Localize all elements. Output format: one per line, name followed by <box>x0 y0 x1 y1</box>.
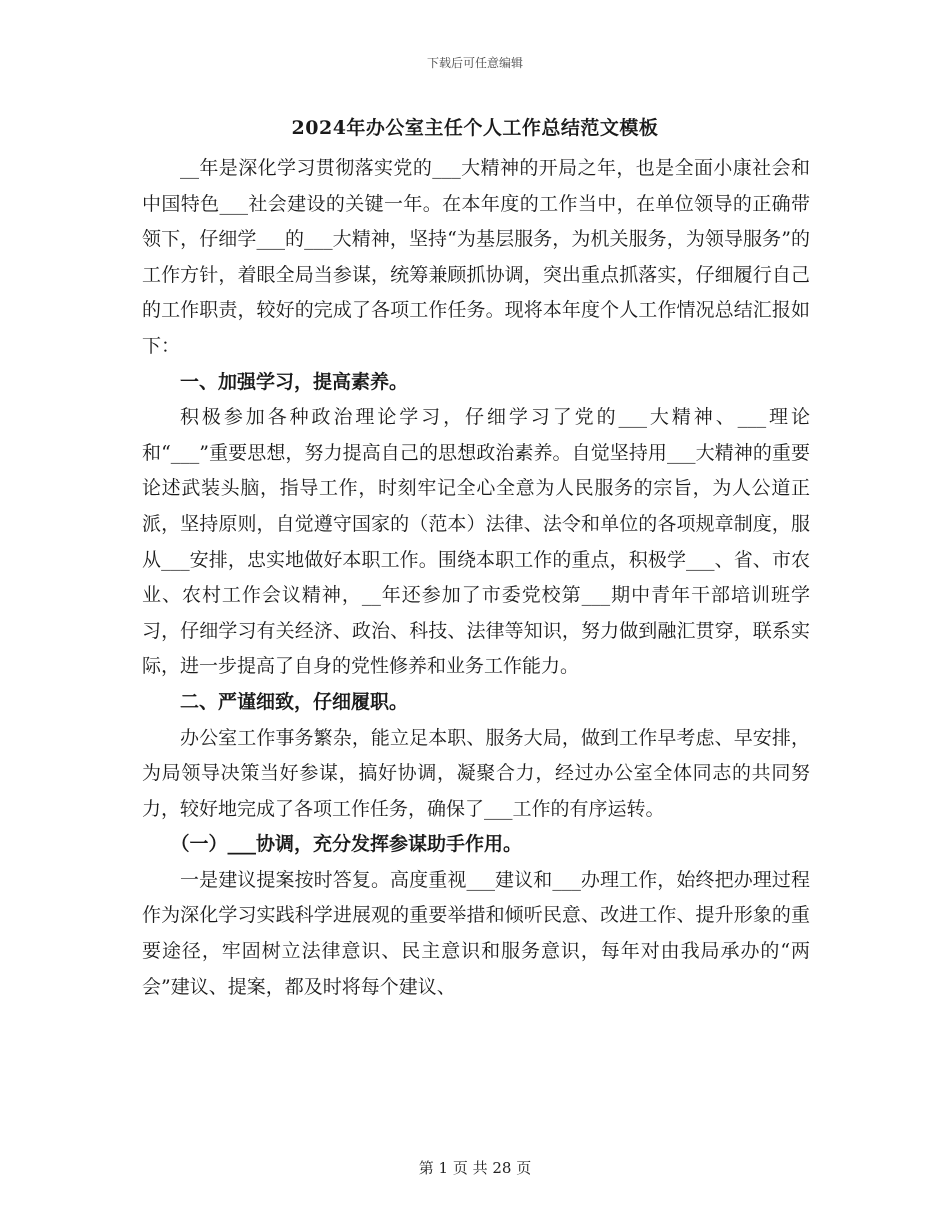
section-heading-2: 二、严谨细致，仔细履职。 <box>180 690 409 713</box>
page-number-footer: 第 1 页 共 28 页 <box>418 1159 532 1177</box>
section-1-paragraph: 积极参加各种政治理论学习，仔细学习了党的___大精神、___理论和“___”重要思想，努力提高自己的思想政治素养。自觉坚持用___大精神的重要论述武装头脑，指导工作，时刻牢记全心全意为人民服务的宗旨，为人公道正派，坚持原则，自觉遵守国家的（范本）法律、法令和单位的各项规章制度，服从___安排，忠实地做好本职工作。围绕本职工作的重点，积极学___、省、市农业、农村工作会议精神，__年还参加了市委党校第___期中青年干部培训班学习，仔细学习有关经济、政治、科技、法律等知识，努力做到融汇贯穿，联系实际，进一步提高了自身的党性修养和业务工作能力。 <box>142 406 810 678</box>
intro-paragraph: __年是深化学习贯彻落实党的___大精神的开局之年，也是全面小康社会和中国特色___社会建设的关键一年。在本年度的工作当中，在单位领导的正确带领下，仔细学___的___大精神，坚持“为基层服务，为机关服务，为领导服务”的工作方针，着眼全局当参谋，统筹兼顾抓协调，突出重点抓落实，仔细履行自己的工作职责，较好的完成了各项工作任务。现将本年度个人工作情况总结汇报如下： <box>142 157 810 357</box>
section-heading-1: 一、加强学习，提高素养。 <box>180 370 409 393</box>
header-note: 下载后可任意编辑 <box>426 56 523 70</box>
subsection-heading-1: （一）___协调，充分发挥参谋助手作用。 <box>170 833 523 856</box>
subsection-1-paragraph: 一是建议提案按时答复。高度重视___建议和___办理工作，始终把办理过程作为深化学习实践科学进展观的重要举措和倾听民意、改进工作、提升形象的重要途径，牢固树立法律意识、民主意识和服务意识，每年对由我局承办的“两会”建议、提案，都及时将每个建议、 <box>142 868 810 998</box>
document-body <box>142 151 810 1005</box>
document-title: 2024年办公室主任个人工作总结范文模板 <box>291 117 659 139</box>
section-2-paragraph: 办公室工作事务繁杂，能立足本职、服务大局，做到工作早考虑、早安排，为局领导决策当好参谋，搞好协调，凝聚合力，经过办公室全体同志的共同努力，较好地完成了各项工作任务，确保了___工作的有序运转。 <box>142 726 810 820</box>
